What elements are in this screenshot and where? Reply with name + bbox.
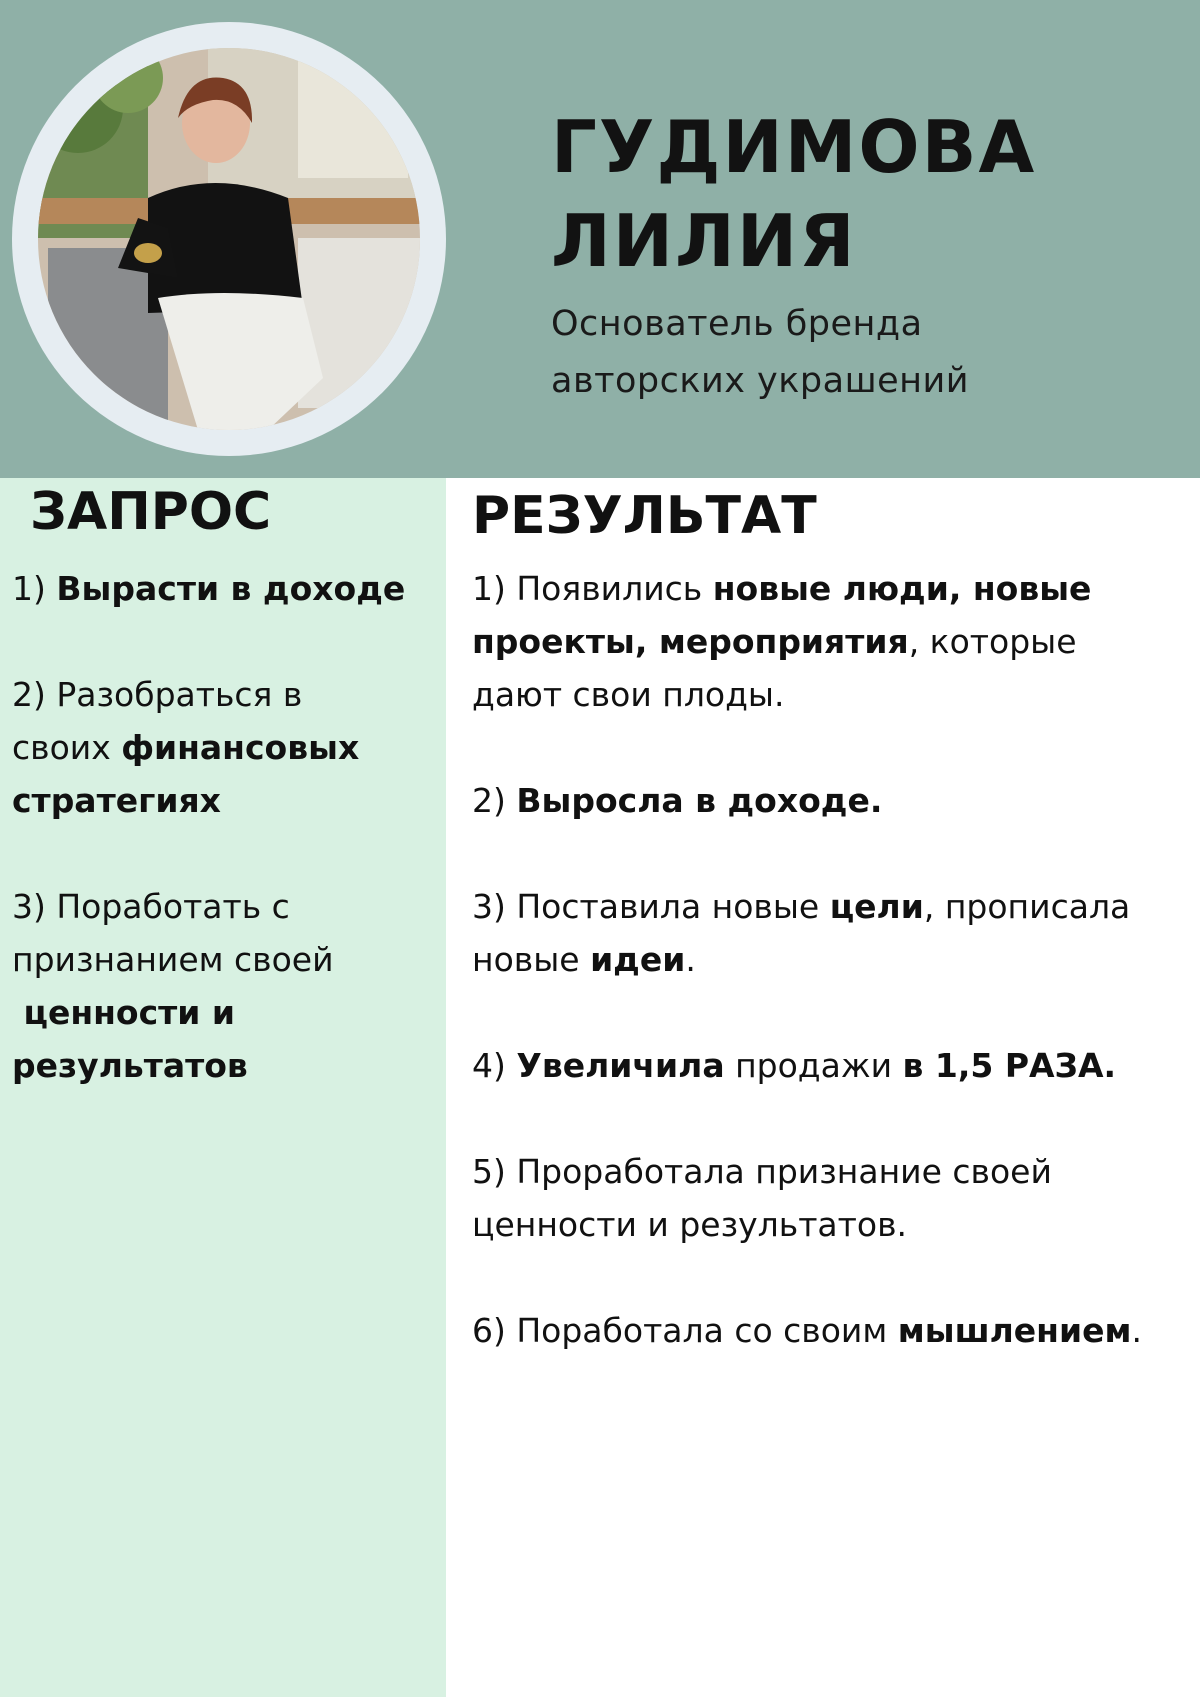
result-item-3 xyxy=(472,880,1142,986)
name-line-firstname: ЛИЛИЯ xyxy=(551,199,857,283)
request-item-1 xyxy=(12,562,405,615)
result-item-bold: в 1,5 РАЗА. xyxy=(902,1046,1117,1085)
result-item-4 xyxy=(472,1039,1142,1092)
result-item-text: , прописала xyxy=(923,887,1131,926)
request-item-bold: ценности и xyxy=(12,993,236,1032)
result-item-5 xyxy=(472,1145,1142,1251)
result-item-text: новые xyxy=(472,940,591,979)
request-item-line: 2) Разобраться в xyxy=(12,675,303,714)
role-line-2: авторских украшений xyxy=(551,361,970,401)
result-item-line: дают свои плоды. xyxy=(472,675,785,714)
result-item-text: 1) Появились xyxy=(472,569,713,608)
result-item-bold: новые люди, новые xyxy=(712,569,1092,608)
result-item-bold: идеи xyxy=(590,940,686,979)
result-item-number: 2) xyxy=(472,781,517,820)
result-item-line: ценности и результатов. xyxy=(472,1205,908,1244)
result-item-text: . xyxy=(685,940,696,979)
result-item-bold: проекты, мероприятия xyxy=(472,622,909,661)
result-item-1 xyxy=(472,562,1142,721)
result-title: РЕЗУЛЬТАТ xyxy=(472,486,817,546)
result-item-text: , которые xyxy=(908,622,1077,661)
request-title: ЗАПРОС xyxy=(30,482,272,542)
request-item-bold: Вырасти в доходе xyxy=(56,569,406,608)
result-item-bold: Выросла в доходе. xyxy=(516,781,883,820)
request-item-bold: стратегиях xyxy=(12,781,221,820)
result-item-text: продажи xyxy=(724,1046,903,1085)
person-role xyxy=(551,296,969,410)
result-item-number: 4) xyxy=(472,1046,517,1085)
result-item-2 xyxy=(472,774,1142,827)
result-list xyxy=(472,562,1142,1357)
result-item-text: . xyxy=(1131,1311,1142,1350)
portrait-photo xyxy=(38,48,420,430)
result-item-bold: цели xyxy=(829,887,924,926)
request-list xyxy=(12,562,405,1092)
avatar xyxy=(38,48,420,430)
request-item-text: своих xyxy=(12,728,122,767)
result-item-bold: Увеличила xyxy=(516,1046,725,1085)
role-line-1: Основатель бренда xyxy=(551,304,923,344)
name-line-surname: ГУДИМОВА xyxy=(551,105,1037,189)
request-item-line: 3) Поработать с xyxy=(12,887,290,926)
person-name xyxy=(551,100,1036,288)
result-item-line: 5) Проработала признание своей xyxy=(472,1152,1052,1191)
result-item-6 xyxy=(472,1304,1142,1357)
avatar-frame xyxy=(12,22,446,456)
request-item-bold: финансовых xyxy=(121,728,360,767)
header-banner xyxy=(0,0,1200,478)
request-item-number: 1) xyxy=(12,569,57,608)
request-item-bold: результатов xyxy=(12,1046,248,1085)
result-item-text: 6) Поработала со своим xyxy=(472,1311,898,1350)
result-item-text: 3) Поставила новые xyxy=(472,887,830,926)
result-item-bold: мышлением xyxy=(897,1311,1132,1350)
request-item-3 xyxy=(12,880,405,1092)
request-item-2 xyxy=(12,668,405,827)
request-item-line: признанием своей xyxy=(12,940,334,979)
